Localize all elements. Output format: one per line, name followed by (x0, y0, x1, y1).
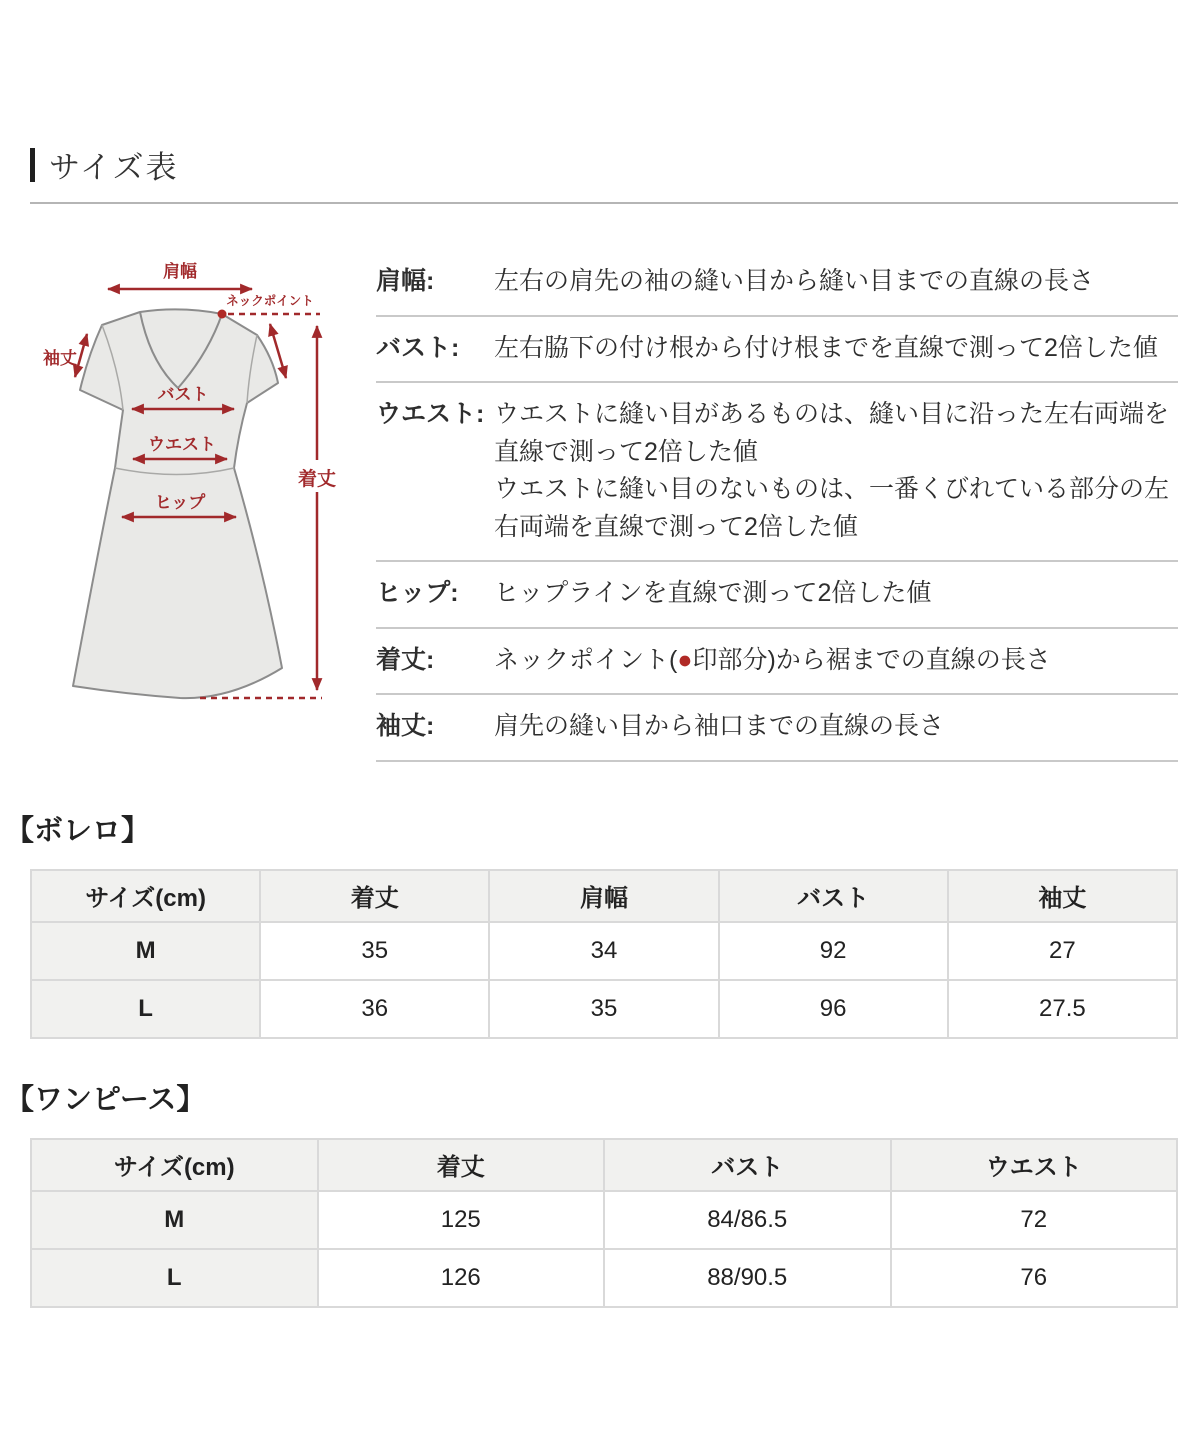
hip-label: ヒップ (154, 493, 206, 512)
table-row (31, 1249, 1177, 1307)
dress-measurement-diagram (30, 250, 370, 762)
measurement-guide-section (30, 250, 1178, 762)
size-cell: M (31, 922, 260, 980)
definition-term: 着丈: (376, 645, 435, 674)
definition-row (376, 562, 1178, 629)
body-length-label: 着丈 (297, 469, 337, 490)
value-cell: 92 (719, 922, 948, 980)
column-header: 着丈 (260, 870, 489, 922)
page-title-block (30, 142, 1178, 187)
column-header: 袖丈 (948, 870, 1177, 922)
title-accent-bar (30, 148, 35, 182)
definition-term: 肩幅: (376, 267, 435, 295)
definition-text (494, 396, 1178, 546)
size-cell: L (31, 1249, 318, 1307)
column-header: 肩幅 (489, 870, 718, 922)
column-header: バスト (719, 870, 948, 922)
title-divider (30, 202, 1178, 204)
page-title: サイズ表 (49, 150, 179, 185)
definition-term: ヒップ: (376, 579, 459, 607)
onepiece-size-table (30, 1138, 1178, 1308)
definition-term: ウエスト: (376, 400, 485, 428)
definition-text-part: ネックポイント( (494, 645, 678, 674)
neck-point-dot (218, 310, 227, 319)
definition-row (376, 250, 1178, 317)
column-header: ウエスト (891, 1139, 1178, 1191)
dress-diagram-svg (30, 250, 370, 720)
definition-text: 左右脇下の付け根から付け根までを直線で測って2倍した値 (494, 333, 1158, 362)
value-cell: 27.5 (948, 980, 1177, 1038)
definition-row (376, 695, 1178, 762)
value-cell: 72 (891, 1191, 1178, 1249)
definition-text: 左右の肩先の袖の縫い目から縫い目までの直線の長さ (494, 267, 1095, 295)
neck-point-dot-glyph: ● (677, 645, 693, 674)
measurement-definitions (376, 250, 1178, 762)
value-cell: 36 (260, 980, 489, 1038)
definition-term: 袖丈: (376, 712, 435, 740)
definition-text-part: 印部分)から裾までの直線の長さ (692, 645, 1051, 674)
header-row (31, 1139, 1177, 1191)
table-row (31, 1191, 1177, 1249)
bust-label: バスト (157, 385, 209, 404)
definition-row (376, 383, 1178, 562)
value-cell: 34 (489, 922, 718, 980)
column-header: サイズ(cm) (31, 870, 260, 922)
value-cell: 35 (489, 980, 718, 1038)
value-cell: 27 (948, 922, 1177, 980)
definition-term: バスト: (376, 333, 460, 362)
value-cell: 126 (318, 1249, 605, 1307)
neck-point-label: ネックポイント (226, 294, 314, 308)
definition-row (376, 629, 1178, 696)
table-row (31, 922, 1177, 980)
bolero-size-table (30, 869, 1178, 1039)
definition-text-line: ウエストに縫い目のないものは、一番くびれている部分の左右両端を直線で測って2倍した値 (494, 475, 1170, 541)
column-header: サイズ(cm) (31, 1139, 318, 1191)
definition-text: 肩先の縫い目から袖口までの直線の長さ (494, 712, 945, 740)
onepiece-heading: 【ワンピース】 (5, 1083, 206, 1116)
table-row (31, 980, 1177, 1038)
value-cell: 88/90.5 (604, 1249, 891, 1307)
value-cell: 96 (719, 980, 948, 1038)
size-cell: L (31, 980, 260, 1038)
value-cell: 84/86.5 (604, 1191, 891, 1249)
definition-text-line: ウエストに縫い目があるものは、縫い目に沿った左右両端を直線で測って2倍した値 (494, 400, 1170, 466)
definition-row (376, 317, 1178, 384)
bolero-heading: 【ボレロ】 (5, 814, 151, 847)
column-header: 着丈 (318, 1139, 605, 1191)
column-header: バスト (604, 1139, 891, 1191)
waist-label: ウエスト (148, 435, 216, 454)
shoulder-width-label: 肩幅 (163, 262, 197, 281)
header-row (31, 870, 1177, 922)
size-cell: M (31, 1191, 318, 1249)
value-cell: 76 (891, 1249, 1178, 1307)
definition-text: ヒップラインを直線で測って2倍した値 (494, 579, 932, 607)
sleeve-length-label: 袖丈 (43, 349, 77, 368)
value-cell: 35 (260, 922, 489, 980)
value-cell: 125 (318, 1191, 605, 1249)
definition-text (494, 642, 1178, 680)
